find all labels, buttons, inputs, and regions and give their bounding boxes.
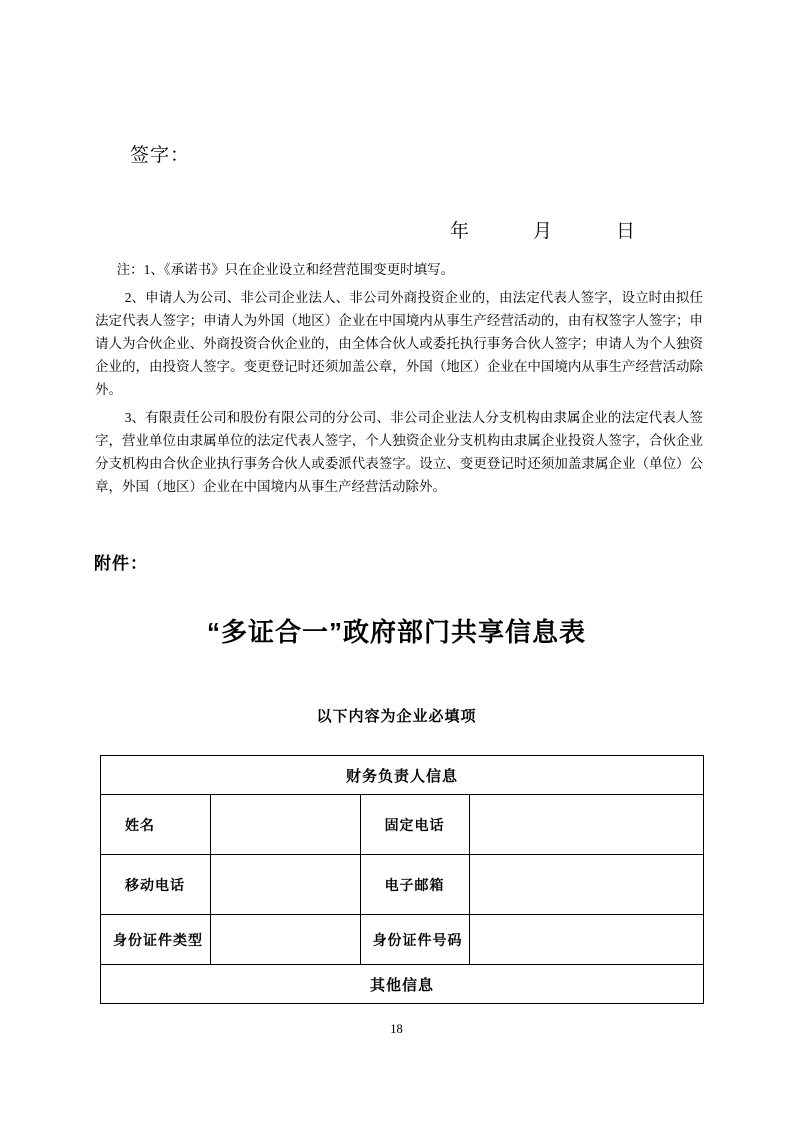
field-label-email: 电子邮箱 — [360, 855, 470, 915]
table-row — [101, 915, 704, 965]
field-label-id-type: 身份证件类型 — [101, 915, 211, 965]
field-value-fixed-phone — [470, 795, 704, 855]
finance-officer-table — [100, 755, 704, 1004]
field-value-mobile-phone — [210, 855, 360, 915]
table-footer-header: 其他信息 — [101, 965, 704, 1004]
notes-section — [95, 258, 703, 503]
required-fields-subtitle: 以下内容为企业必填项 — [316, 708, 477, 725]
year-label: 年 — [450, 221, 470, 242]
table-section-header-row — [101, 756, 704, 795]
table-section-header: 财务负责人信息 — [101, 756, 704, 795]
field-label-mobile-phone: 移动电话 — [101, 855, 211, 915]
document-title: “多证合一”政府部门共享信息表 — [206, 617, 586, 647]
signature-label: 签字： — [130, 145, 191, 166]
field-value-email — [470, 855, 704, 915]
field-label-name: 姓名 — [101, 795, 211, 855]
table-row — [101, 855, 704, 915]
page-number: 18 — [390, 1022, 403, 1036]
day-label: 日 — [616, 221, 636, 242]
table-footer-header-row — [101, 965, 704, 1004]
note-paragraph-1: 注：1、《承诺书》只在企业设立和经营范围变更时填写。 — [116, 262, 455, 277]
date-line — [450, 216, 635, 243]
month-label: 月 — [533, 221, 553, 242]
field-label-id-number: 身份证件号码 — [360, 915, 470, 965]
note-paragraph-2: 2、申请人为公司、非公司企业法人、非公司外商投资企业的，由法定代表人签字，设立时由拟任法定代表人签字；申请人为外国（地区）企业在中国境内从事生产经营活动的，由有权签字人签字；申请人为合伙企业、外商投资合伙企业的，由全体合伙人或委托执行事务合伙人签字；申请人为个人独资企业的，由投资人签字。变更登记时还须加盖公章，外国（地区）企业在中国境内从事生产经营活动除外。 — [95, 290, 703, 397]
field-value-name — [210, 795, 360, 855]
field-value-id-type — [210, 915, 360, 965]
attachment-label: 附件： — [94, 554, 148, 573]
field-label-fixed-phone: 固定电话 — [360, 795, 470, 855]
field-value-id-number — [470, 915, 704, 965]
table-row — [101, 795, 704, 855]
note-paragraph-3: 3、有限责任公司和股份有限公司的分公司、非公司企业法人分支机构由隶属企业的法定代表人签字，营业单位由隶属单位的法定代表人签字，个人独资企业分支机构由隶属企业投资人签字，合伙企业分支机构由合伙企业执行事务合伙人或委派代表签字。设立、变更登记时还须加盖隶属企业（单位）公章，外国（地区）企业在中国境内从事生产经营活动除外。 — [95, 410, 703, 494]
